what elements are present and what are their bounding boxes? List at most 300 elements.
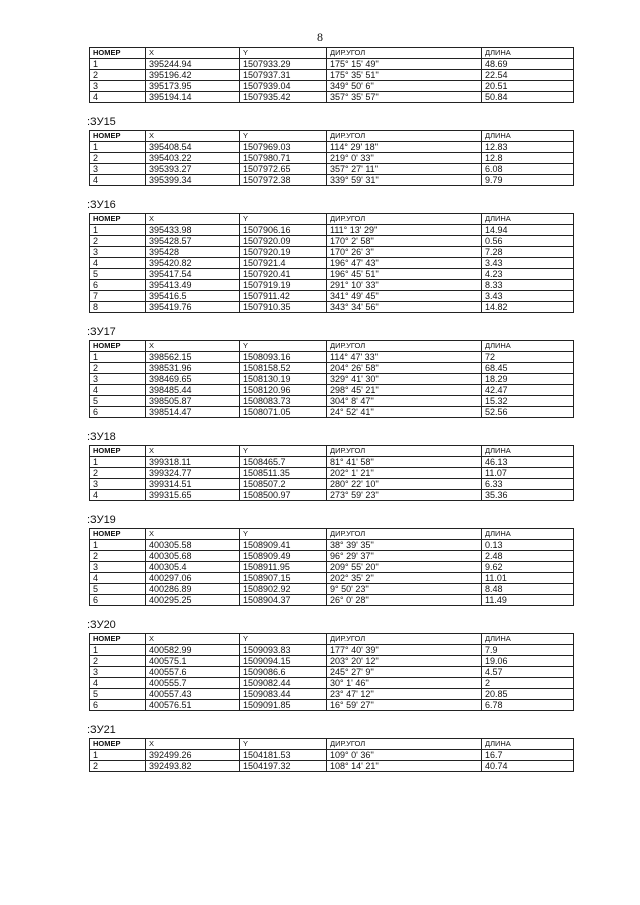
table-cell: 48.69 xyxy=(482,59,574,70)
table-cell: 81° 41' 58'' xyxy=(327,457,482,468)
table-cell: 5 xyxy=(90,396,146,407)
table-cell: 392499.26 xyxy=(146,750,240,761)
table-row xyxy=(90,225,574,236)
coordinates-table xyxy=(89,528,574,606)
table-cell: 7 xyxy=(90,291,146,302)
table-cell: 1507939.04 xyxy=(240,81,327,92)
table-row xyxy=(90,247,574,258)
table-cell: 4 xyxy=(90,490,146,501)
table-cell: 6 xyxy=(90,280,146,291)
table-cell: 329° 41' 30'' xyxy=(327,374,482,385)
table-cell: 398562.15 xyxy=(146,352,240,363)
table-cell: 3 xyxy=(90,164,146,175)
table-cell: 196° 47' 43'' xyxy=(327,258,482,269)
table-cell: 400305.58 xyxy=(146,540,240,551)
table-cell: 1 xyxy=(90,645,146,656)
column-header: Y xyxy=(240,634,327,645)
table-cell: 111° 13' 29'' xyxy=(327,225,482,236)
column-header: X xyxy=(146,48,240,59)
section-title: :ЗУ16 xyxy=(87,199,116,211)
table-cell: 3.43 xyxy=(482,258,574,269)
table-cell: 1508465.7 xyxy=(240,457,327,468)
table-cell: 395419.76 xyxy=(146,302,240,313)
table-header-row xyxy=(90,214,574,225)
table-cell: 400576.51 xyxy=(146,700,240,711)
table-cell: 357° 27' 11'' xyxy=(327,164,482,175)
table-cell: 38° 39' 35'' xyxy=(327,540,482,551)
table-cell: 3 xyxy=(90,562,146,573)
table-cell: 1 xyxy=(90,540,146,551)
table-row xyxy=(90,280,574,291)
column-header: Y xyxy=(240,341,327,352)
column-header: X xyxy=(146,214,240,225)
column-header: ДЛИНА xyxy=(482,214,574,225)
table-row xyxy=(90,374,574,385)
table-cell: 1508902.92 xyxy=(240,584,327,595)
table-cell: 46.13 xyxy=(482,457,574,468)
table-cell: 357° 35' 57'' xyxy=(327,92,482,103)
table-cell: 1509094.15 xyxy=(240,656,327,667)
table-row xyxy=(90,302,574,313)
table-cell: 1508071.05 xyxy=(240,407,327,418)
table-cell: 7.9 xyxy=(482,645,574,656)
table-cell: 4 xyxy=(90,175,146,186)
table-cell: 398514.47 xyxy=(146,407,240,418)
table-cell: 1508158.52 xyxy=(240,363,327,374)
table-row xyxy=(90,142,574,153)
table-cell: 2 xyxy=(90,363,146,374)
table-cell: 245° 27' 9'' xyxy=(327,667,482,678)
table-cell: 3 xyxy=(90,667,146,678)
column-header: ДИР.УГОЛ xyxy=(327,529,482,540)
table-row xyxy=(90,750,574,761)
table-cell: 22.54 xyxy=(482,70,574,81)
table-cell: 395417.54 xyxy=(146,269,240,280)
table-cell: 0.56 xyxy=(482,236,574,247)
table-cell: 395399.34 xyxy=(146,175,240,186)
table-cell: 177° 40' 39'' xyxy=(327,645,482,656)
table-cell: 1508500.97 xyxy=(240,490,327,501)
table-cell: 1507906.16 xyxy=(240,225,327,236)
table-row xyxy=(90,645,574,656)
column-header: Y xyxy=(240,214,327,225)
table-row xyxy=(90,656,574,667)
table-cell: 339° 59' 31'' xyxy=(327,175,482,186)
table-cell: 395408.54 xyxy=(146,142,240,153)
table-cell: 96° 29' 37'' xyxy=(327,551,482,562)
section-title: :ЗУ20 xyxy=(87,619,116,631)
table-cell: 400305.4 xyxy=(146,562,240,573)
column-header: Y xyxy=(240,131,327,142)
coordinates-table xyxy=(89,130,574,186)
table-cell: 4 xyxy=(90,678,146,689)
column-header: НОМЕР xyxy=(90,131,146,142)
column-header: НОМЕР xyxy=(90,529,146,540)
table-cell: 8.33 xyxy=(482,280,574,291)
table-cell: 4 xyxy=(90,385,146,396)
table-row xyxy=(90,175,574,186)
table-cell: 1509082.44 xyxy=(240,678,327,689)
table-cell: 399315.65 xyxy=(146,490,240,501)
table-cell: 3 xyxy=(90,479,146,490)
table-cell: 3.43 xyxy=(482,291,574,302)
table-cell: 2 xyxy=(90,656,146,667)
table-cell: 1508507.2 xyxy=(240,479,327,490)
column-header: ДИР.УГОЛ xyxy=(327,739,482,750)
table-cell: 2 xyxy=(90,236,146,247)
table-cell: 204° 26' 58'' xyxy=(327,363,482,374)
table-row xyxy=(90,396,574,407)
table-header-row xyxy=(90,131,574,142)
column-header: X xyxy=(146,634,240,645)
table-row xyxy=(90,363,574,374)
table-cell: 1508120.96 xyxy=(240,385,327,396)
table-cell: 1507911.42 xyxy=(240,291,327,302)
table-cell: 1507920.09 xyxy=(240,236,327,247)
table-cell: 6 xyxy=(90,700,146,711)
table-cell: 6 xyxy=(90,407,146,418)
table-cell: 1508093.16 xyxy=(240,352,327,363)
table-row xyxy=(90,291,574,302)
column-header: НОМЕР xyxy=(90,739,146,750)
table-cell: 1507969.03 xyxy=(240,142,327,153)
column-header: Y xyxy=(240,48,327,59)
column-header: Y xyxy=(240,446,327,457)
table-cell: 1508911.95 xyxy=(240,562,327,573)
table-cell: 3 xyxy=(90,374,146,385)
coordinates-table xyxy=(89,633,574,711)
table-cell: 1 xyxy=(90,225,146,236)
table-cell: 280° 22' 10'' xyxy=(327,479,482,490)
table-cell: 398505.87 xyxy=(146,396,240,407)
table-cell: 395413.49 xyxy=(146,280,240,291)
column-header: ДИР.УГОЛ xyxy=(327,214,482,225)
table-row xyxy=(90,70,574,81)
table-cell: 1 xyxy=(90,352,146,363)
table-cell: 395194.14 xyxy=(146,92,240,103)
table-cell: 12.8 xyxy=(482,153,574,164)
section-title: :ЗУ18 xyxy=(87,431,116,443)
table-cell: 30° 1' 46'' xyxy=(327,678,482,689)
table-cell: 1504181.53 xyxy=(240,750,327,761)
column-header: ДИР.УГОЛ xyxy=(327,131,482,142)
table-row xyxy=(90,153,574,164)
table-row xyxy=(90,457,574,468)
table-row xyxy=(90,700,574,711)
table-cell: 395416.5 xyxy=(146,291,240,302)
table-cell: 2.48 xyxy=(482,551,574,562)
table-row xyxy=(90,269,574,280)
table-cell: 395428.57 xyxy=(146,236,240,247)
table-cell: 9.79 xyxy=(482,175,574,186)
table-cell: 0.13 xyxy=(482,540,574,551)
table-cell: 395428 xyxy=(146,247,240,258)
table-cell: 1 xyxy=(90,59,146,70)
table-row xyxy=(90,468,574,479)
page-number: 8 xyxy=(317,30,323,44)
table-cell: 175° 15' 49'' xyxy=(327,59,482,70)
table-cell: 170° 26' 3'' xyxy=(327,247,482,258)
table-cell: 2 xyxy=(90,70,146,81)
column-header: Y xyxy=(240,529,327,540)
table-cell: 399324.77 xyxy=(146,468,240,479)
column-header: НОМЕР xyxy=(90,446,146,457)
table-header-row xyxy=(90,446,574,457)
column-header: ДИР.УГОЛ xyxy=(327,634,482,645)
table-cell: 8 xyxy=(90,302,146,313)
table-row xyxy=(90,490,574,501)
table-cell: 1508904.37 xyxy=(240,595,327,606)
table-cell: 2 xyxy=(90,761,146,772)
table-cell: 203° 20' 12'' xyxy=(327,656,482,667)
table-cell: 298° 45' 21'' xyxy=(327,385,482,396)
table-cell: 1508130.19 xyxy=(240,374,327,385)
table-cell: 175° 35' 51'' xyxy=(327,70,482,81)
table-cell: 14.94 xyxy=(482,225,574,236)
column-header: X xyxy=(146,446,240,457)
column-header: ДЛИНА xyxy=(482,529,574,540)
table-cell: 1507933.29 xyxy=(240,59,327,70)
column-header: ДЛИНА xyxy=(482,341,574,352)
table-cell: 395196.42 xyxy=(146,70,240,81)
table-cell: 1508909.41 xyxy=(240,540,327,551)
column-header: НОМЕР xyxy=(90,634,146,645)
table-cell: 399318.11 xyxy=(146,457,240,468)
table-cell: 399314.51 xyxy=(146,479,240,490)
table-cell: 15.32 xyxy=(482,396,574,407)
table-row xyxy=(90,540,574,551)
table-cell: 114° 47' 33'' xyxy=(327,352,482,363)
table-cell: 1 xyxy=(90,750,146,761)
table-cell: 6.08 xyxy=(482,164,574,175)
table-header-row xyxy=(90,48,574,59)
table-cell: 72 xyxy=(482,352,574,363)
table-cell: 400582.99 xyxy=(146,645,240,656)
table-cell: 4.57 xyxy=(482,667,574,678)
table-cell: 1507937.31 xyxy=(240,70,327,81)
table-cell: 170° 2' 58'' xyxy=(327,236,482,247)
table-row xyxy=(90,584,574,595)
table-cell: 1507921.4 xyxy=(240,258,327,269)
table-cell: 400557.43 xyxy=(146,689,240,700)
table-row xyxy=(90,81,574,92)
table-row xyxy=(90,236,574,247)
table-cell: 209° 55' 20'' xyxy=(327,562,482,573)
table-row xyxy=(90,385,574,396)
table-cell: 42.47 xyxy=(482,385,574,396)
table-cell: 5 xyxy=(90,584,146,595)
column-header: ДИР.УГОЛ xyxy=(327,446,482,457)
table-cell: 35.36 xyxy=(482,490,574,501)
table-cell: 20.51 xyxy=(482,81,574,92)
table-row xyxy=(90,678,574,689)
table-row xyxy=(90,761,574,772)
table-cell: 6.78 xyxy=(482,700,574,711)
column-header: ДИР.УГОЛ xyxy=(327,48,482,59)
column-header: X xyxy=(146,131,240,142)
table-cell: 1507910.35 xyxy=(240,302,327,313)
table-cell: 2 xyxy=(90,153,146,164)
table-cell: 1508511.35 xyxy=(240,468,327,479)
table-cell: 24° 52' 41'' xyxy=(327,407,482,418)
table-cell: 400555.7 xyxy=(146,678,240,689)
table-cell: 1507919.19 xyxy=(240,280,327,291)
table-cell: 400295.25 xyxy=(146,595,240,606)
table-cell: 108° 14' 21'' xyxy=(327,761,482,772)
table-cell: 219° 0' 33'' xyxy=(327,153,482,164)
table-cell: 400286.89 xyxy=(146,584,240,595)
table-cell: 8.48 xyxy=(482,584,574,595)
coordinates-table xyxy=(89,340,574,418)
coordinates-table xyxy=(89,213,574,313)
table-cell: 1508083.73 xyxy=(240,396,327,407)
table-cell: 395393.27 xyxy=(146,164,240,175)
table-row xyxy=(90,562,574,573)
table-cell: 400297.06 xyxy=(146,573,240,584)
table-cell: 1507972.38 xyxy=(240,175,327,186)
table-cell: 114° 29' 18'' xyxy=(327,142,482,153)
table-cell: 4.23 xyxy=(482,269,574,280)
table-cell: 1507920.41 xyxy=(240,269,327,280)
table-cell: 7.28 xyxy=(482,247,574,258)
table-cell: 1509083.44 xyxy=(240,689,327,700)
coordinates-table xyxy=(89,47,574,103)
table-cell: 68.45 xyxy=(482,363,574,374)
table-cell: 18.29 xyxy=(482,374,574,385)
table-row xyxy=(90,92,574,103)
table-cell: 2 xyxy=(90,551,146,562)
table-cell: 16° 59' 27'' xyxy=(327,700,482,711)
table-cell: 40.74 xyxy=(482,761,574,772)
table-header-row xyxy=(90,529,574,540)
column-header: ДЛИНА xyxy=(482,446,574,457)
table-row xyxy=(90,258,574,269)
table-row xyxy=(90,551,574,562)
table-row xyxy=(90,573,574,584)
table-cell: 196° 45' 51'' xyxy=(327,269,482,280)
table-cell: 16.7 xyxy=(482,750,574,761)
column-header: НОМЕР xyxy=(90,214,146,225)
column-header: X xyxy=(146,341,240,352)
table-cell: 9.62 xyxy=(482,562,574,573)
table-cell: 398469.65 xyxy=(146,374,240,385)
table-cell: 202° 35' 2'' xyxy=(327,573,482,584)
table-cell: 273° 59' 23'' xyxy=(327,490,482,501)
table-cell: 12.83 xyxy=(482,142,574,153)
table-row xyxy=(90,164,574,175)
table-cell: 1508909.49 xyxy=(240,551,327,562)
table-cell: 4 xyxy=(90,92,146,103)
table-cell: 1509086.6 xyxy=(240,667,327,678)
table-cell: 392493.82 xyxy=(146,761,240,772)
table-cell: 6 xyxy=(90,595,146,606)
section-title: :ЗУ19 xyxy=(87,514,116,526)
column-header: X xyxy=(146,529,240,540)
table-cell: 20.85 xyxy=(482,689,574,700)
table-header-row xyxy=(90,634,574,645)
table-cell: 3 xyxy=(90,247,146,258)
table-cell: 1504197.32 xyxy=(240,761,327,772)
table-cell: 398531.96 xyxy=(146,363,240,374)
table-cell: 5 xyxy=(90,269,146,280)
table-cell: 304° 8' 47'' xyxy=(327,396,482,407)
table-cell: 1507980.71 xyxy=(240,153,327,164)
table-cell: 400575.1 xyxy=(146,656,240,667)
table-header-row xyxy=(90,341,574,352)
column-header: ДЛИНА xyxy=(482,739,574,750)
table-cell: 395173.95 xyxy=(146,81,240,92)
table-cell: 109° 0' 36'' xyxy=(327,750,482,761)
coordinates-table xyxy=(89,445,574,501)
column-header: X xyxy=(146,739,240,750)
table-cell: 23° 47' 12'' xyxy=(327,689,482,700)
table-cell: 1509091.85 xyxy=(240,700,327,711)
table-header-row xyxy=(90,739,574,750)
table-row xyxy=(90,479,574,490)
table-row xyxy=(90,59,574,70)
table-cell: 2 xyxy=(482,678,574,689)
table-cell: 52.56 xyxy=(482,407,574,418)
table-cell: 1507935.42 xyxy=(240,92,327,103)
table-cell: 1508907.15 xyxy=(240,573,327,584)
table-cell: 349° 50' 6'' xyxy=(327,81,482,92)
table-row xyxy=(90,407,574,418)
table-cell: 50.84 xyxy=(482,92,574,103)
table-cell: 11.07 xyxy=(482,468,574,479)
table-cell: 341° 49' 45'' xyxy=(327,291,482,302)
table-cell: 1507920.19 xyxy=(240,247,327,258)
table-cell: 398485.44 xyxy=(146,385,240,396)
table-cell: 2 xyxy=(90,468,146,479)
table-row xyxy=(90,595,574,606)
column-header: ДЛИНА xyxy=(482,634,574,645)
table-row xyxy=(90,667,574,678)
table-cell: 202° 1' 21'' xyxy=(327,468,482,479)
section-title: :ЗУ17 xyxy=(87,326,116,338)
table-cell: 343° 34' 56'' xyxy=(327,302,482,313)
table-cell: 395433.98 xyxy=(146,225,240,236)
table-cell: 400305.68 xyxy=(146,551,240,562)
table-cell: 1 xyxy=(90,142,146,153)
table-cell: 1 xyxy=(90,457,146,468)
table-cell: 395244.94 xyxy=(146,59,240,70)
table-cell: 5 xyxy=(90,689,146,700)
section-title: :ЗУ15 xyxy=(87,116,116,128)
table-cell: 395403.22 xyxy=(146,153,240,164)
table-row xyxy=(90,352,574,363)
column-header: ДИР.УГОЛ xyxy=(327,341,482,352)
column-header: НОМЕР xyxy=(90,48,146,59)
table-cell: 395420.82 xyxy=(146,258,240,269)
table-cell: 6.33 xyxy=(482,479,574,490)
table-cell: 14.82 xyxy=(482,302,574,313)
table-cell: 11.01 xyxy=(482,573,574,584)
document-body xyxy=(89,47,573,772)
table-cell: 4 xyxy=(90,573,146,584)
table-cell: 26° 0' 28'' xyxy=(327,595,482,606)
column-header: ДЛИНА xyxy=(482,131,574,142)
table-cell: 9° 50' 23'' xyxy=(327,584,482,595)
section-title: :ЗУ21 xyxy=(87,724,116,736)
coordinates-table xyxy=(89,738,574,772)
table-cell: 19.06 xyxy=(482,656,574,667)
table-cell: 11.49 xyxy=(482,595,574,606)
column-header: НОМЕР xyxy=(90,341,146,352)
table-cell: 4 xyxy=(90,258,146,269)
table-row xyxy=(90,689,574,700)
column-header: Y xyxy=(240,739,327,750)
table-cell: 291° 10' 33'' xyxy=(327,280,482,291)
